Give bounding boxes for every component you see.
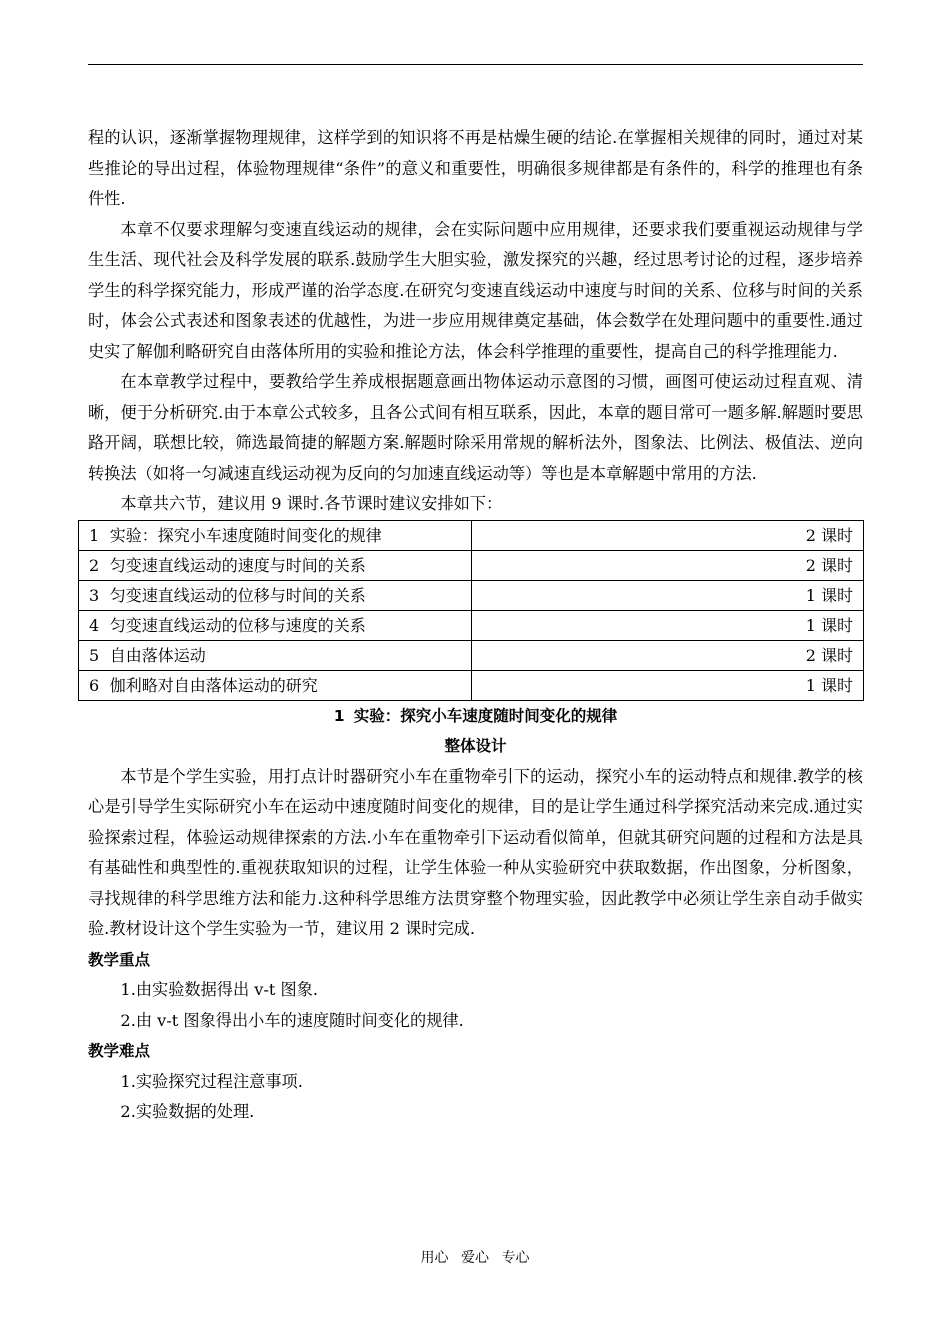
difficulty-item: 1.实验探究过程注意事项. [120, 1071, 303, 1091]
table-row [79, 670, 864, 700]
lesson-hours: 1 课时 [472, 670, 864, 700]
paragraph-4: 本章共六节，建议用 9 课时.各节课时建议安排如下： [120, 494, 503, 513]
lesson-hours: 2 课时 [472, 640, 864, 670]
paragraph-3: 在本章教学过程中，要教给学生养成根据题意画出物体运动示意图的习惯，画图可使运动过程直观、清晰，便于分析研究.由于本章公式较多，且各公式间有相互联系，因此，本章的题目常可一题多解.解题时要思路开阔，联想比较，筛选最简捷的解题方案.解题时除采用常规的解析法外，图象法、比例法、极值法、逆向转换法（如将一匀减速直线运动视为反向的匀加速直线运动等）等也是本章解题中常用的方法. [88, 372, 863, 483]
paragraph-2: 本章不仅要求理解匀变速直线运动的规律，会在实际问题中应用规律，还要求我们要重视运动规律与学生生活、现代社会及科学发展的联系.鼓励学生大胆实验，激发探究的兴趣，经过思考讨论的过程，逐步培养学生的科学探究能力，形成严谨的治学态度.在研究匀变速直线运动中速度与时间的关系、位移与时间的关系时，体会公式表述和图象表述的优越性，为进一步应用规律奠定基础，体会数学在处理问题中的重要性.通过史实了解伽利略研究自由落体所用的实验和推论方法，体会科学推理的重要性，提高自己的科学推理能力. [88, 219, 863, 361]
section-subtitle: 整体设计 [444, 737, 507, 755]
table-row [79, 550, 864, 580]
lesson-name: 伽利略对自由落体运动的研究 [109, 675, 318, 695]
lesson-schedule-table [78, 520, 864, 701]
lesson-number: 1 [89, 525, 100, 545]
lesson-name: 匀变速直线运动的速度与时间的关系 [109, 555, 366, 575]
page-content [88, 123, 863, 1128]
lesson-name: 匀变速直线运动的位移与时间的关系 [109, 585, 366, 605]
footer-word: 专心 [501, 1250, 530, 1266]
lesson-number: 6 [89, 675, 100, 695]
lesson-number: 4 [89, 615, 100, 635]
footer-word: 爱心 [461, 1250, 489, 1266]
paragraph-1: 程的认识，逐渐掌握物理规律，这样学到的知识将不再是枯燥生硬的结论.在掌握相关规律的同时，通过对某些推论的导出过程，体验物理规律“条件”的意义和重要性，明确很多规律都是有条件的，科学的推理也有条件性. [88, 128, 863, 208]
section-number: 1 [333, 706, 345, 725]
key-points-heading: 教学重点 [88, 950, 151, 969]
lesson-name: 自由落体运动 [109, 645, 206, 665]
table-row [79, 580, 864, 610]
table-row [79, 610, 864, 640]
key-point-item: 1.由实验数据得出 v-t 图象. [120, 980, 319, 999]
section-intro: 本节是个学生实验，用打点计时器研究小车在重物牵引下的运动，探究小车的运动特点和规律.教学的核心是引导学生实际研究小车在运动中速度随时间变化的规律，目的是让学生通过科学探究活动来完成.通过实验探索过程，体验运动规律探索的方法.小车在重物牵引下运动看似简单，但就其研究问题的过程和方法是具有基础性和典型性的.重视获取知识的过程，让学生体验一种从实验研究中获取数据，作出图象，分析图象，寻找规律的科学思维方法和能力.这种科学思维方法贯穿整个物理实验，因此教学中必须让学生亲自动手做实验.教材设计这个学生实验为一节，建议用 2 课时完成. [88, 766, 863, 938]
footer-word: 用心 [420, 1250, 449, 1266]
lesson-hours: 1 课时 [472, 580, 864, 610]
key-point-item: 2.由 v-t 图象得出小车的速度随时间变化的规律. [120, 1010, 464, 1030]
table-row [79, 520, 864, 550]
difficulties-heading: 教学难点 [88, 1042, 151, 1060]
table-row [79, 640, 864, 670]
page-footer [0, 1248, 950, 1268]
lesson-hours: 1 课时 [472, 610, 864, 640]
section-title-text: 实验：探究小车速度随时间变化的规律 [353, 706, 618, 725]
lesson-hours: 2 课时 [472, 550, 864, 580]
header-rule [88, 64, 863, 65]
lesson-name: 匀变速直线运动的位移与速度的关系 [109, 615, 366, 635]
lesson-name: 实验：探究小车速度随时间变化的规律 [109, 525, 382, 545]
lesson-number: 5 [89, 645, 100, 665]
section-title [88, 701, 863, 732]
lesson-number: 3 [89, 585, 100, 605]
difficulty-item: 2.实验数据的处理. [120, 1102, 255, 1121]
lesson-hours: 2 课时 [472, 520, 864, 550]
lesson-number: 2 [89, 555, 100, 575]
